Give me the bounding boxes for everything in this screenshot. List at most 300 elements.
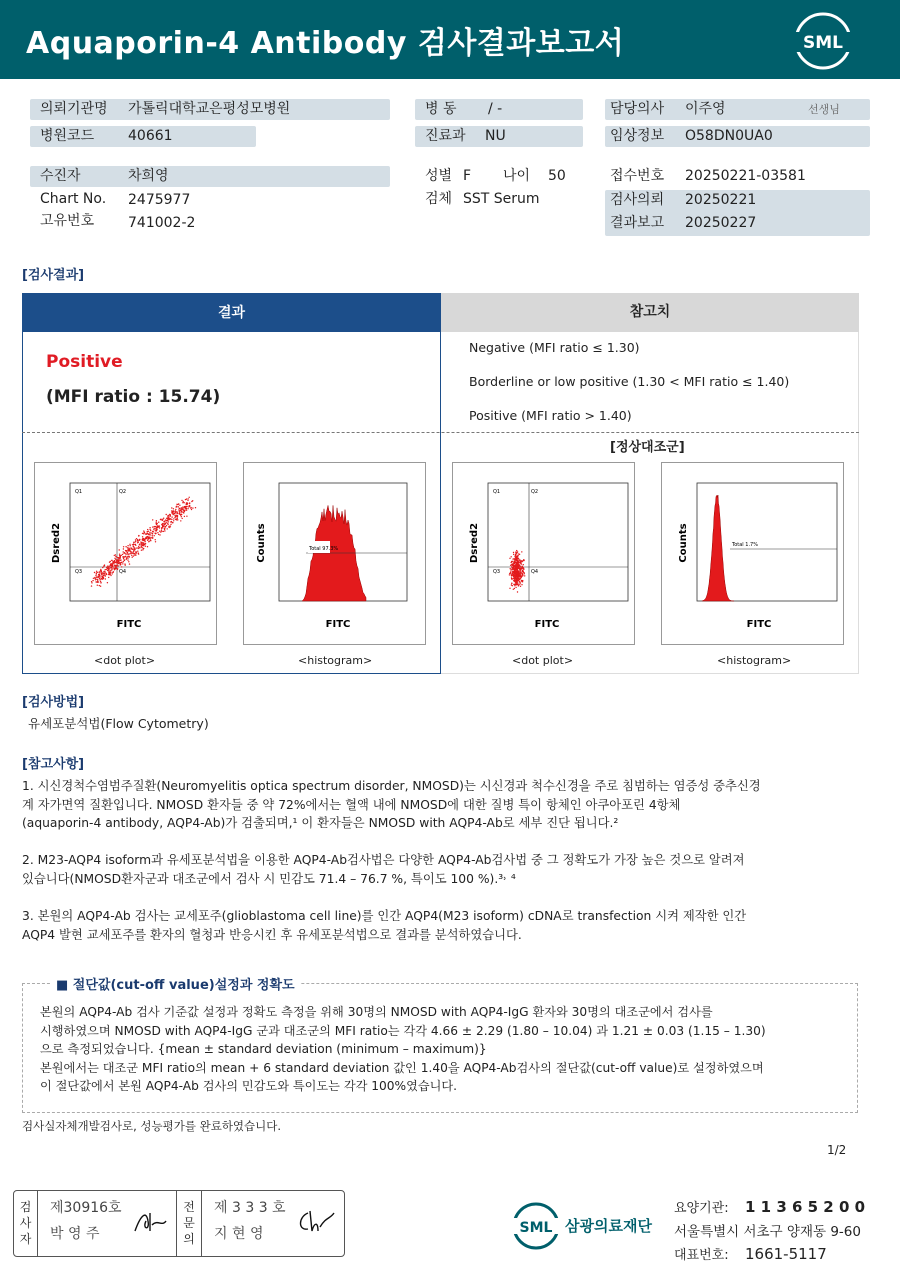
request-value: 20250221 bbox=[685, 192, 757, 208]
scatter-point bbox=[187, 508, 188, 509]
scatter-point bbox=[120, 563, 121, 564]
x-axis-label: FITC bbox=[534, 619, 560, 630]
scatter-point bbox=[139, 547, 140, 548]
scatter-point bbox=[521, 567, 522, 568]
scatter-point bbox=[173, 520, 174, 521]
scatter-point bbox=[116, 566, 117, 567]
scatter-point bbox=[181, 507, 182, 508]
specialist-signature bbox=[296, 1207, 336, 1237]
scatter-point bbox=[520, 586, 521, 587]
scatter-point bbox=[184, 502, 185, 503]
scatter-point bbox=[169, 527, 170, 528]
age-label: 나이 bbox=[503, 168, 531, 184]
scatter-point bbox=[120, 559, 121, 560]
scatter-point bbox=[111, 560, 112, 561]
scatter-point bbox=[135, 544, 136, 545]
scatter-point bbox=[108, 569, 109, 570]
scatter-point bbox=[510, 565, 511, 566]
scatter-point bbox=[95, 581, 96, 582]
scatter-point bbox=[110, 575, 111, 576]
scatter-point bbox=[139, 539, 140, 540]
scatter-point bbox=[155, 526, 156, 527]
scatter-point bbox=[100, 569, 101, 570]
scatter-point bbox=[133, 550, 134, 551]
q1-label: Q1 bbox=[493, 489, 501, 495]
scatter-point bbox=[521, 577, 522, 578]
scatter-point bbox=[95, 575, 96, 576]
scatter-point bbox=[115, 568, 116, 569]
scatter-point bbox=[129, 544, 130, 545]
control-dot-caption: <dot plot> bbox=[512, 654, 574, 667]
scatter-point bbox=[135, 539, 136, 540]
scatter-point bbox=[138, 546, 139, 547]
scatter-point bbox=[130, 547, 131, 548]
cutoff-line-1: 본원의 AQP4-Ab 검사 기준값 설정과 정확도 측정을 위해 30명의 NMOSD with AQP4-IgG 환자와 30명의 대조군에서 검사를 bbox=[40, 1005, 713, 1019]
scatter-point bbox=[515, 579, 516, 580]
scatter-point bbox=[91, 581, 92, 582]
scatter-point bbox=[132, 549, 133, 550]
scatter-point bbox=[151, 537, 152, 538]
scatter-point bbox=[511, 584, 512, 585]
scatter-point bbox=[97, 579, 98, 580]
scatter-point bbox=[180, 520, 181, 521]
scatter-point bbox=[93, 578, 94, 579]
scatter-point bbox=[137, 551, 138, 552]
scatter-point bbox=[167, 523, 168, 524]
scatter-point bbox=[164, 530, 165, 531]
scatter-point bbox=[104, 575, 105, 576]
scatter-point bbox=[195, 507, 196, 508]
scatter-point bbox=[515, 566, 516, 567]
scatter-point bbox=[512, 568, 513, 569]
note-1 bbox=[22, 777, 862, 833]
receipt-label: 접수번호 bbox=[610, 168, 665, 184]
scatter-point bbox=[514, 570, 515, 571]
scatter-point bbox=[156, 524, 157, 525]
scatter-point bbox=[185, 506, 186, 507]
scatter-point bbox=[512, 573, 513, 574]
scatter-point bbox=[510, 570, 511, 571]
scatter-point bbox=[154, 533, 155, 534]
scatter-point bbox=[119, 549, 120, 550]
scatter-point bbox=[134, 549, 135, 550]
clinical-value: O58DN0UA0 bbox=[685, 128, 773, 144]
scatter-point bbox=[97, 572, 98, 573]
scatter-point bbox=[518, 564, 519, 565]
scatter-point bbox=[169, 514, 170, 515]
scatter-point bbox=[125, 554, 126, 555]
report-header bbox=[0, 0, 900, 79]
scatter-point bbox=[518, 585, 519, 586]
patient-dot-caption: <dot plot> bbox=[94, 654, 156, 667]
scatter-point bbox=[150, 534, 151, 535]
scatter-point bbox=[187, 504, 188, 505]
scatter-point bbox=[136, 538, 137, 539]
scatter-point bbox=[106, 569, 107, 570]
scatter-point bbox=[143, 542, 144, 543]
note-2-line-2: 있습니다(NMOSD환자군과 대조군에서 검사 시 민감도 71.4 – 76.7 %, 특이도 100 %).³˒ ⁴ bbox=[22, 871, 516, 886]
scatter-point bbox=[99, 585, 100, 586]
scatter-point bbox=[110, 564, 111, 565]
q2-label: Q2 bbox=[119, 489, 127, 495]
cutoff-title: ■ 절단값(cut-off value)설정과 정확도 bbox=[50, 974, 301, 993]
scatter-point bbox=[157, 525, 158, 526]
scatter-point bbox=[174, 515, 175, 516]
scatter-point bbox=[148, 534, 149, 535]
scatter-point bbox=[178, 506, 179, 507]
id-value: 741002-2 bbox=[128, 215, 196, 231]
scatter-point bbox=[156, 520, 157, 521]
scatter-point bbox=[170, 521, 171, 522]
report-title: Aquaporin-4 Antibody 검사결과보고서 bbox=[26, 26, 625, 61]
scatter-point bbox=[96, 571, 97, 572]
scatter-point bbox=[181, 500, 182, 501]
scatter-point bbox=[99, 574, 100, 575]
scatter-point bbox=[115, 565, 116, 566]
scatter-point bbox=[169, 526, 170, 527]
scatter-point bbox=[127, 547, 128, 548]
scatter-point bbox=[179, 512, 180, 513]
scatter-point bbox=[133, 555, 134, 556]
scatter-point bbox=[517, 568, 518, 569]
scatter-point bbox=[509, 573, 510, 574]
q4-label: Q4 bbox=[119, 569, 127, 575]
scatter-point bbox=[170, 515, 171, 516]
hospital-value: 가톨릭대학교은평성모병원 bbox=[128, 101, 291, 117]
scatter-point bbox=[515, 564, 516, 565]
scatter-point bbox=[100, 582, 101, 583]
scatter-point bbox=[521, 551, 522, 552]
scatter-point bbox=[189, 497, 190, 498]
scatter-point bbox=[136, 547, 137, 548]
scatter-point bbox=[153, 531, 154, 532]
q3-label: Q3 bbox=[493, 569, 501, 575]
scatter-point bbox=[172, 522, 173, 523]
scatter-point bbox=[101, 571, 102, 572]
scatter-point bbox=[141, 550, 142, 551]
scatter-point bbox=[152, 519, 153, 520]
scatter-point bbox=[184, 510, 185, 511]
scatter-point bbox=[164, 527, 165, 528]
scatter-point bbox=[514, 573, 515, 574]
scatter-point bbox=[92, 580, 93, 581]
scatter-point bbox=[130, 553, 131, 554]
scatter-point bbox=[152, 526, 153, 527]
control-label: [정상대조군] bbox=[610, 440, 685, 455]
scatter-point bbox=[517, 551, 518, 552]
scatter-point bbox=[514, 558, 515, 559]
scatter-point bbox=[126, 551, 127, 552]
scatter-point bbox=[182, 518, 183, 519]
scatter-point bbox=[171, 507, 172, 508]
scatter-point bbox=[147, 529, 148, 530]
note-3-line-1: 3. 본원의 AQP4-Ab 검사는 교세포주(glioblastoma cell line)를 인간 AQP4(M23 isoform) cDNA로 transfection 시켜 제작한 인간 bbox=[22, 909, 747, 923]
scatter-point bbox=[110, 572, 111, 573]
scatter-point bbox=[159, 534, 160, 535]
scatter-point bbox=[141, 542, 142, 543]
scatter-point bbox=[512, 561, 513, 562]
scatter-point bbox=[520, 562, 521, 563]
scatter-point bbox=[524, 575, 525, 576]
scatter-point bbox=[517, 591, 518, 592]
scatter-point bbox=[123, 546, 124, 547]
scatter-point bbox=[108, 572, 109, 573]
scatter-point bbox=[139, 544, 140, 545]
scatter-point bbox=[150, 530, 151, 531]
scatter-point bbox=[155, 539, 156, 540]
scatter-point bbox=[133, 542, 134, 543]
scatter-point bbox=[145, 546, 146, 547]
scatter-point bbox=[127, 556, 128, 557]
specialist-number: 제 3 3 3 호 bbox=[214, 1200, 286, 1216]
scatter-point bbox=[122, 556, 123, 557]
scatter-point bbox=[188, 506, 189, 507]
method-section-title: [검사방법] bbox=[22, 695, 85, 710]
doctor-suffix: 선생님 bbox=[808, 103, 840, 116]
scatter-point bbox=[518, 571, 519, 572]
scatter-point bbox=[115, 561, 116, 562]
scatter-point bbox=[142, 538, 143, 539]
scatter-point bbox=[166, 522, 167, 523]
scatter-point bbox=[516, 550, 517, 551]
scatter-point bbox=[113, 566, 114, 567]
q3-label: Q3 bbox=[75, 569, 83, 575]
scatter-point bbox=[178, 509, 179, 510]
scatter-point bbox=[186, 516, 187, 517]
scatter-point bbox=[173, 514, 174, 515]
scatter-point bbox=[141, 545, 142, 546]
scatter-point bbox=[149, 527, 150, 528]
scatter-point bbox=[511, 561, 512, 562]
hist-total-label: Total 97.3% bbox=[309, 546, 339, 552]
patient-bar bbox=[30, 166, 390, 187]
scatter-point bbox=[515, 561, 516, 562]
scatter-point bbox=[517, 561, 518, 562]
scatter-point bbox=[100, 581, 101, 582]
scatter-point bbox=[123, 548, 124, 549]
scatter-point bbox=[122, 563, 123, 564]
scatter-point bbox=[512, 575, 513, 576]
scatter-point bbox=[191, 509, 192, 510]
control-dot-plot bbox=[452, 462, 635, 645]
scatter-point bbox=[142, 533, 143, 534]
scatter-point bbox=[136, 552, 137, 553]
org-name: 삼광의료재단 bbox=[565, 1217, 652, 1235]
scatter-point bbox=[168, 521, 169, 522]
scatter-point bbox=[156, 530, 157, 531]
scatter-point bbox=[183, 507, 184, 508]
cutoff-line-5: 이 절단값에서 본원 AQP4-Ab 검사의 민감도와 특이도는 각각 100%였습니다. bbox=[40, 1079, 458, 1093]
scatter-point bbox=[517, 560, 518, 561]
scatter-point bbox=[517, 566, 518, 567]
org-code-label: 요양기관: bbox=[674, 1201, 729, 1216]
scatter-point bbox=[118, 561, 119, 562]
cutoff-line-4: 본원에서는 대조군 MFI ratio의 mean + 6 standard deviation 값인 1.40을 AQP4-Ab검사의 절단값(cut-off value)로 설정하였으며 bbox=[40, 1060, 764, 1075]
scatter-point bbox=[137, 547, 138, 548]
scatter-point bbox=[179, 505, 180, 506]
scatter-point bbox=[131, 555, 132, 556]
scatter-point bbox=[162, 524, 163, 525]
scatter-point bbox=[515, 560, 516, 561]
signature-box bbox=[13, 1190, 345, 1257]
scatter-point bbox=[158, 522, 159, 523]
scatter-point bbox=[509, 574, 510, 575]
scatter-point bbox=[515, 582, 516, 583]
scatter-point bbox=[100, 586, 101, 587]
scatter-point bbox=[520, 563, 521, 564]
result-status: Positive bbox=[46, 352, 123, 372]
scatter-point bbox=[112, 572, 113, 573]
scatter-point bbox=[515, 570, 516, 571]
scatter-point bbox=[514, 563, 515, 564]
scatter-point bbox=[176, 518, 177, 519]
org-logo bbox=[510, 1200, 562, 1252]
scatter-point bbox=[117, 559, 118, 560]
scatter-point bbox=[145, 538, 146, 539]
scatter-point bbox=[128, 550, 129, 551]
scatter-point bbox=[510, 572, 511, 573]
scatter-point bbox=[148, 537, 149, 538]
scatter-point bbox=[170, 526, 171, 527]
scatter-point bbox=[113, 568, 114, 569]
scatter-point bbox=[105, 569, 106, 570]
scatter-point bbox=[515, 572, 516, 573]
sml-logo bbox=[792, 10, 854, 72]
q1-label: Q1 bbox=[75, 489, 83, 495]
scatter-point bbox=[167, 528, 168, 529]
scatter-point bbox=[147, 531, 148, 532]
notes-section-title: [참고사항] bbox=[22, 757, 85, 772]
scatter-point bbox=[515, 553, 516, 554]
note-2 bbox=[22, 851, 862, 888]
scatter-point bbox=[124, 560, 125, 561]
scatter-point bbox=[118, 565, 119, 566]
scatter-point bbox=[161, 527, 162, 528]
scatter-point bbox=[123, 558, 124, 559]
scatter-point bbox=[152, 535, 153, 536]
scatter-point bbox=[101, 574, 102, 575]
scatter-point bbox=[511, 564, 512, 565]
scatter-point bbox=[173, 508, 174, 509]
scatter-point bbox=[131, 553, 132, 554]
code-value: 40661 bbox=[128, 128, 173, 144]
chart-value: 2475977 bbox=[128, 192, 191, 208]
inspector-label: 검 사 자 bbox=[14, 1191, 38, 1256]
specimen-value: SST Serum bbox=[463, 191, 540, 207]
scatter-point bbox=[158, 534, 159, 535]
scatter-point bbox=[138, 552, 139, 553]
scatter-point bbox=[180, 510, 181, 511]
scatter-point bbox=[176, 506, 177, 507]
scatter-point bbox=[523, 569, 524, 570]
scatter-point bbox=[513, 554, 514, 555]
scatter-point bbox=[157, 532, 158, 533]
scatter-point bbox=[103, 575, 104, 576]
scatter-point bbox=[123, 553, 124, 554]
note-2-line-1: 2. M23-AQP4 isoform과 유세포분석법을 이용한 AQP4-Ab검사법은 다양한 AQP4-Ab검사법 중 그 정확도가 가장 높은 것으로 알려져 bbox=[22, 853, 745, 867]
scatter-point bbox=[128, 561, 129, 562]
scatter-point bbox=[134, 547, 135, 548]
scatter-point bbox=[118, 557, 119, 558]
scatter-point bbox=[523, 571, 524, 572]
scatter-point bbox=[519, 566, 520, 567]
scatter-point bbox=[110, 574, 111, 575]
scatter-point bbox=[147, 546, 148, 547]
x-axis-label: FITC bbox=[746, 619, 772, 630]
specialist-label: 전 문 의 bbox=[176, 1191, 202, 1256]
scatter-point bbox=[513, 584, 514, 585]
scatter-point bbox=[152, 537, 153, 538]
scatter-point bbox=[179, 508, 180, 509]
scatter-point bbox=[101, 578, 102, 579]
hist-total-label: Total 1.7% bbox=[732, 542, 758, 548]
scatter-point bbox=[516, 568, 517, 569]
scatter-point bbox=[119, 554, 120, 555]
sml-logo-text: SML bbox=[803, 33, 843, 53]
scatter-point bbox=[132, 557, 133, 558]
scatter-point bbox=[164, 529, 165, 530]
ward-label: 병 동 bbox=[425, 101, 457, 117]
scatter-point bbox=[181, 516, 182, 517]
scatter-point bbox=[135, 554, 136, 555]
patient-dot-plot bbox=[34, 462, 217, 645]
scatter-point bbox=[110, 561, 111, 562]
scatter-point bbox=[519, 583, 520, 584]
scatter-point bbox=[167, 520, 168, 521]
scatter-point bbox=[175, 512, 176, 513]
scatter-point bbox=[157, 523, 158, 524]
scatter-point bbox=[184, 511, 185, 512]
scatter-point bbox=[509, 558, 510, 559]
scatter-point bbox=[163, 531, 164, 532]
x-axis-label: FITC bbox=[325, 619, 351, 630]
scatter-point bbox=[147, 540, 148, 541]
scatter-point bbox=[127, 553, 128, 554]
scatter-point bbox=[519, 581, 520, 582]
scatter-point bbox=[187, 500, 188, 501]
method-text: 유세포분석법(Flow Cytometry) bbox=[28, 716, 209, 731]
scatter-point bbox=[166, 518, 167, 519]
scatter-point bbox=[166, 525, 167, 526]
scatter-point bbox=[135, 541, 136, 542]
scatter-point bbox=[514, 577, 515, 578]
scatter-point bbox=[126, 557, 127, 558]
scatter-point bbox=[94, 577, 95, 578]
result-header: 결과 bbox=[23, 294, 440, 332]
specimen-label: 검체 bbox=[425, 191, 453, 207]
scatter-point bbox=[144, 544, 145, 545]
code-label: 병원코드 bbox=[40, 128, 95, 144]
scatter-point bbox=[515, 587, 516, 588]
inspector-number: 제30916호 bbox=[50, 1200, 122, 1216]
scatter-point bbox=[184, 516, 185, 517]
scatter-point bbox=[156, 522, 157, 523]
scatter-point bbox=[515, 555, 516, 556]
patient-value: 차희영 bbox=[128, 168, 169, 184]
scatter-point bbox=[180, 514, 181, 515]
scatter-point bbox=[522, 560, 523, 561]
scatter-point bbox=[183, 501, 184, 502]
cutoff-text bbox=[40, 1003, 855, 1096]
scatter-point bbox=[121, 562, 122, 563]
scatter-point bbox=[112, 563, 113, 564]
scatter-point bbox=[522, 575, 523, 576]
scatter-point bbox=[171, 516, 172, 517]
scatter-point bbox=[190, 507, 191, 508]
scatter-point bbox=[167, 515, 168, 516]
scatter-point bbox=[128, 554, 129, 555]
patient-label: 수진자 bbox=[40, 168, 81, 184]
